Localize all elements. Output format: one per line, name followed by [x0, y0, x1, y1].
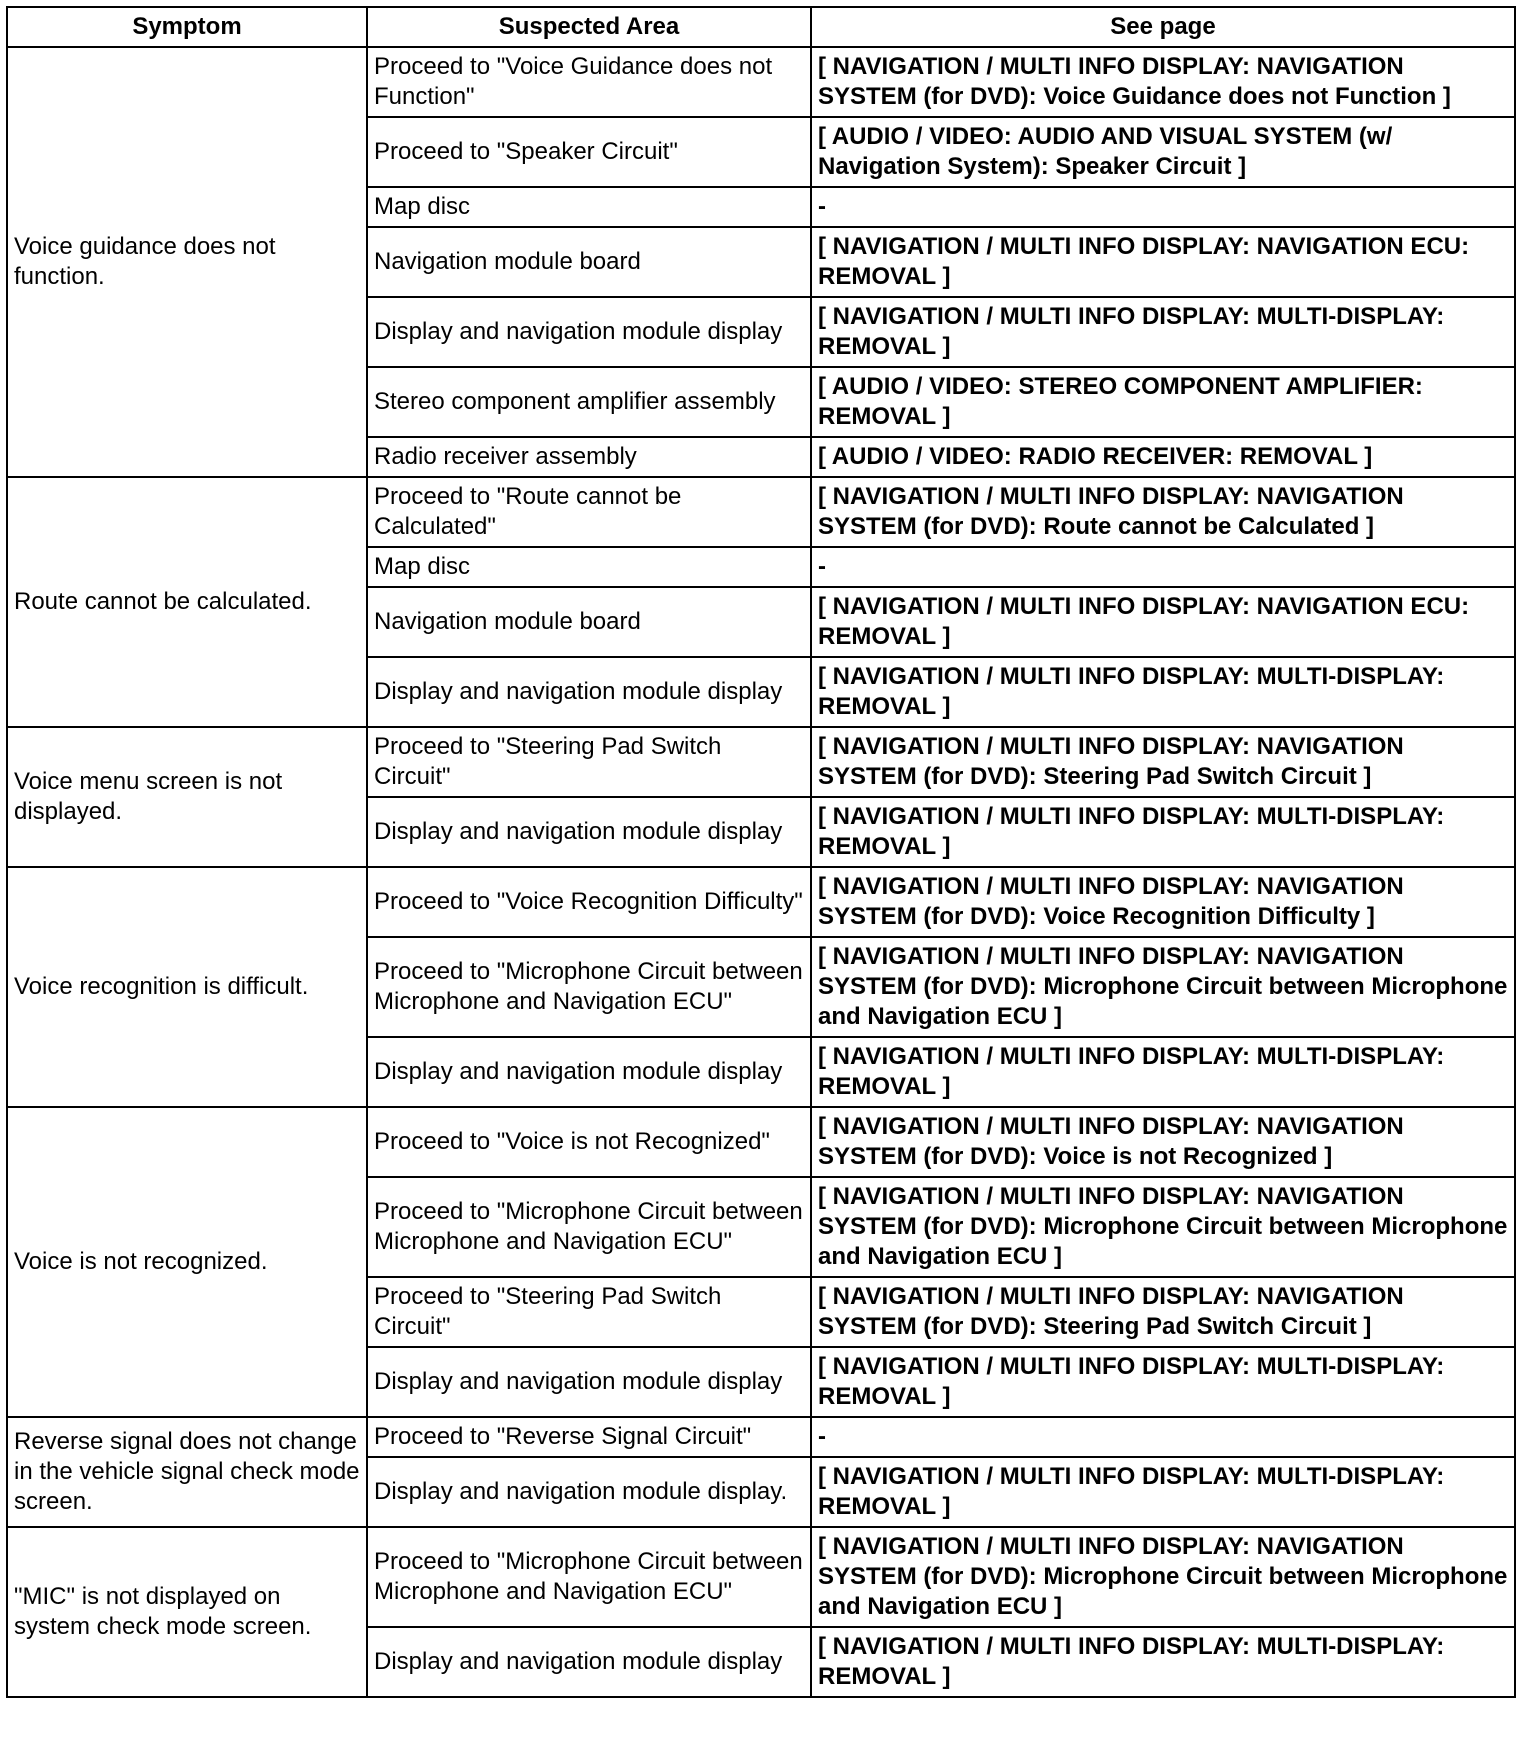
- table-row: [7, 477, 1515, 547]
- suspected-area-cell: Map disc: [367, 187, 811, 227]
- see-page-cell: [ NAVIGATION / MULTI INFO DISPLAY: NAVIGATION SYSTEM (for DVD): Steering Pad Switch Circuit ]: [811, 727, 1515, 797]
- see-page-cell: [ NAVIGATION / MULTI INFO DISPLAY: MULTI-DISPLAY: REMOVAL ]: [811, 297, 1515, 367]
- see-page-cell: [ NAVIGATION / MULTI INFO DISPLAY: NAVIGATION SYSTEM (for DVD): Microphone Circuit between Microphone and Navigation ECU ]: [811, 1527, 1515, 1627]
- table-row: [7, 867, 1515, 937]
- suspected-area-cell: Display and navigation module display: [367, 797, 811, 867]
- see-page-cell: [ NAVIGATION / MULTI INFO DISPLAY: NAVIGATION SYSTEM (for DVD): Steering Pad Switch Circuit ]: [811, 1277, 1515, 1347]
- table-row: [7, 1417, 1515, 1457]
- symptom-cell: "MIC" is not displayed on system check mode screen.: [7, 1527, 367, 1697]
- suspected-area-cell: Navigation module board: [367, 227, 811, 297]
- see-page-cell: [ NAVIGATION / MULTI INFO DISPLAY: NAVIGATION SYSTEM (for DVD): Voice Recognition Difficulty ]: [811, 867, 1515, 937]
- see-page-cell: [ NAVIGATION / MULTI INFO DISPLAY: NAVIGATION ECU: REMOVAL ]: [811, 227, 1515, 297]
- see-page-cell: [ NAVIGATION / MULTI INFO DISPLAY: MULTI-DISPLAY: REMOVAL ]: [811, 1457, 1515, 1527]
- suspected-area-cell: Proceed to "Steering Pad Switch Circuit": [367, 727, 811, 797]
- suspected-area-cell: Display and navigation module display.: [367, 1457, 811, 1527]
- document-page: [6, 6, 1514, 1698]
- see-page-cell: [ NAVIGATION / MULTI INFO DISPLAY: MULTI-DISPLAY: REMOVAL ]: [811, 797, 1515, 867]
- see-page-cell: [ NAVIGATION / MULTI INFO DISPLAY: NAVIGATION SYSTEM (for DVD): Voice is not Recognized ]: [811, 1107, 1515, 1177]
- symptom-cell: Reverse signal does not change in the vehicle signal check mode screen.: [7, 1417, 367, 1527]
- suspected-area-cell: Display and navigation module display: [367, 297, 811, 367]
- suspected-area-cell: Navigation module board: [367, 587, 811, 657]
- suspected-area-cell: Proceed to "Steering Pad Switch Circuit": [367, 1277, 811, 1347]
- see-page-cell: [ NAVIGATION / MULTI INFO DISPLAY: NAVIGATION SYSTEM (for DVD): Microphone Circuit between Microphone and Navigation ECU ]: [811, 1177, 1515, 1277]
- suspected-area-cell: Proceed to "Route cannot be Calculated": [367, 477, 811, 547]
- table-body: [7, 47, 1515, 1697]
- see-page-cell: [ NAVIGATION / MULTI INFO DISPLAY: NAVIGATION SYSTEM (for DVD): Microphone Circuit between Microphone and Navigation ECU ]: [811, 937, 1515, 1037]
- symptom-table: [6, 6, 1516, 1698]
- suspected-area-cell: Proceed to "Reverse Signal Circuit": [367, 1417, 811, 1457]
- suspected-area-cell: Proceed to "Voice Guidance does not Function": [367, 47, 811, 117]
- see-page-cell: [ NAVIGATION / MULTI INFO DISPLAY: MULTI-DISPLAY: REMOVAL ]: [811, 1037, 1515, 1107]
- suspected-area-cell: Display and navigation module display: [367, 1347, 811, 1417]
- table-row: [7, 1527, 1515, 1627]
- suspected-area-cell: Proceed to "Microphone Circuit between Microphone and Navigation ECU": [367, 937, 811, 1037]
- see-page-cell: [ AUDIO / VIDEO: AUDIO AND VISUAL SYSTEM (w/ Navigation System): Speaker Circuit ]: [811, 117, 1515, 187]
- suspected-area-cell: Display and navigation module display: [367, 657, 811, 727]
- suspected-area-cell: Proceed to "Voice Recognition Difficulty": [367, 867, 811, 937]
- see-page-cell: -: [811, 187, 1515, 227]
- symptom-cell: Voice guidance does not function.: [7, 47, 367, 477]
- suspected-area-cell: Proceed to "Microphone Circuit between Microphone and Navigation ECU": [367, 1527, 811, 1627]
- see-page-cell: -: [811, 547, 1515, 587]
- header-suspected-area: Suspected Area: [367, 7, 811, 47]
- see-page-cell: [ AUDIO / VIDEO: STEREO COMPONENT AMPLIFIER: REMOVAL ]: [811, 367, 1515, 437]
- symptom-cell: Route cannot be calculated.: [7, 477, 367, 727]
- suspected-area-cell: Proceed to "Speaker Circuit": [367, 117, 811, 187]
- see-page-cell: [ NAVIGATION / MULTI INFO DISPLAY: MULTI-DISPLAY: REMOVAL ]: [811, 657, 1515, 727]
- see-page-cell: [ NAVIGATION / MULTI INFO DISPLAY: MULTI-DISPLAY: REMOVAL ]: [811, 1347, 1515, 1417]
- header-row: [7, 7, 1515, 47]
- symptom-cell: Voice is not recognized.: [7, 1107, 367, 1417]
- table-row: [7, 47, 1515, 117]
- suspected-area-cell: Proceed to "Microphone Circuit between Microphone and Navigation ECU": [367, 1177, 811, 1277]
- see-page-cell: [ NAVIGATION / MULTI INFO DISPLAY: MULTI-DISPLAY: REMOVAL ]: [811, 1627, 1515, 1697]
- see-page-cell: -: [811, 1417, 1515, 1457]
- suspected-area-cell: Stereo component amplifier assembly: [367, 367, 811, 437]
- suspected-area-cell: Display and navigation module display: [367, 1627, 811, 1697]
- see-page-cell: [ NAVIGATION / MULTI INFO DISPLAY: NAVIGATION SYSTEM (for DVD): Voice Guidance does not Function ]: [811, 47, 1515, 117]
- suspected-area-cell: Proceed to "Voice is not Recognized": [367, 1107, 811, 1177]
- table-row: [7, 1107, 1515, 1177]
- header-see-page: See page: [811, 7, 1515, 47]
- see-page-cell: [ AUDIO / VIDEO: RADIO RECEIVER: REMOVAL ]: [811, 437, 1515, 477]
- table-row: [7, 727, 1515, 797]
- suspected-area-cell: Radio receiver assembly: [367, 437, 811, 477]
- see-page-cell: [ NAVIGATION / MULTI INFO DISPLAY: NAVIGATION ECU: REMOVAL ]: [811, 587, 1515, 657]
- symptom-cell: Voice menu screen is not displayed.: [7, 727, 367, 867]
- suspected-area-cell: Display and navigation module display: [367, 1037, 811, 1107]
- see-page-cell: [ NAVIGATION / MULTI INFO DISPLAY: NAVIGATION SYSTEM (for DVD): Route cannot be Calculated ]: [811, 477, 1515, 547]
- suspected-area-cell: Map disc: [367, 547, 811, 587]
- symptom-cell: Voice recognition is difficult.: [7, 867, 367, 1107]
- header-symptom: Symptom: [7, 7, 367, 47]
